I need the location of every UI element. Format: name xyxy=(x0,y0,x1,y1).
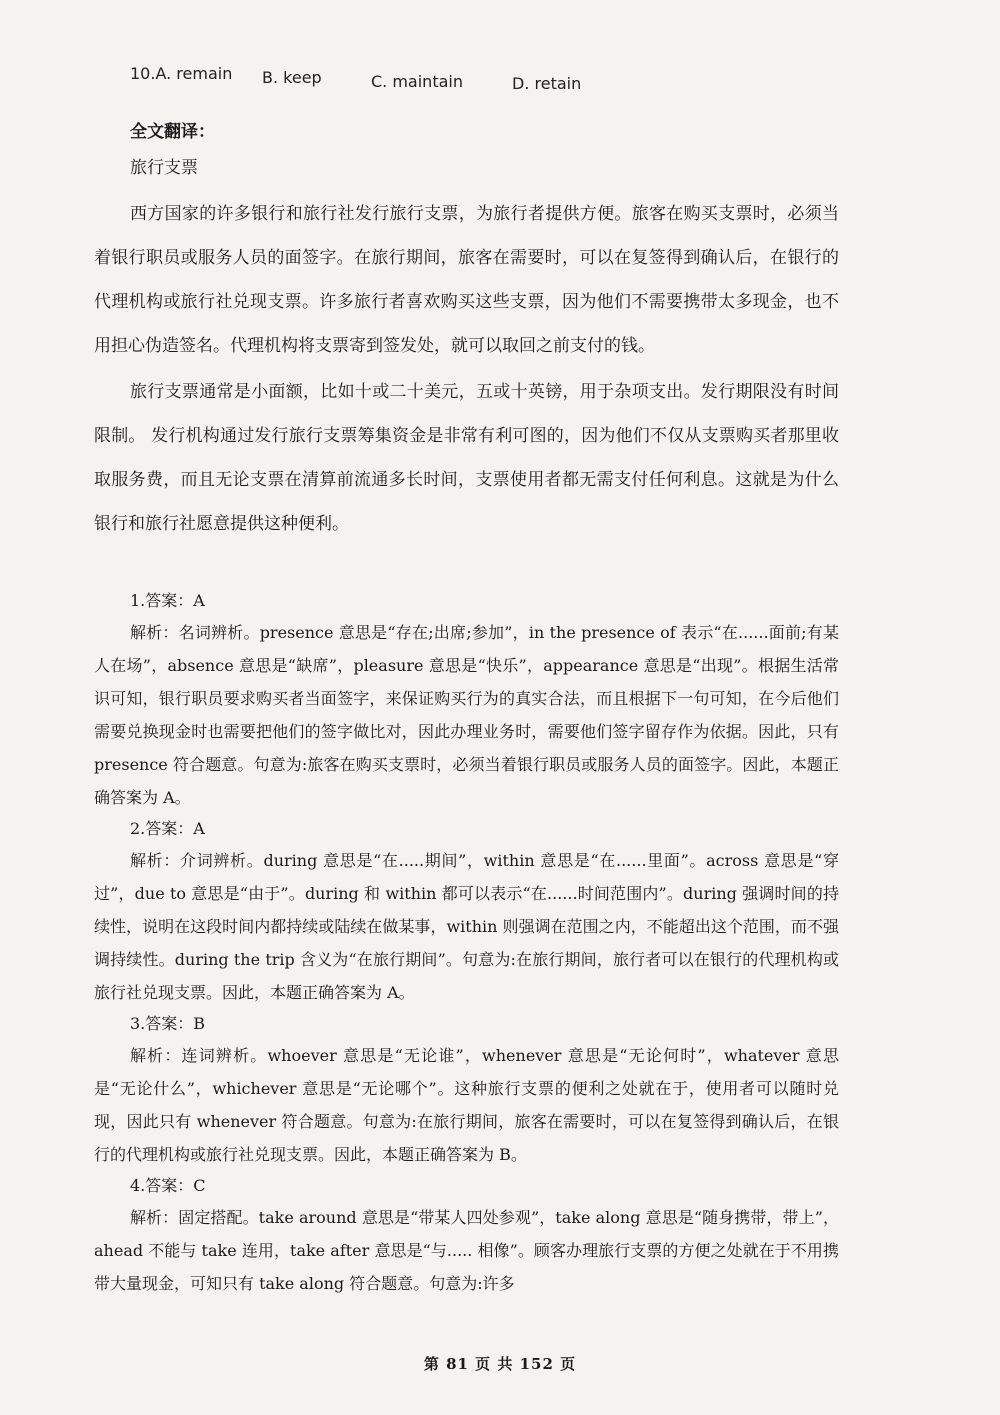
answer-label: 2.答案：A xyxy=(130,819,205,838)
option-a: 10.A. remain xyxy=(130,64,233,83)
translation-heading: 全文翻译： xyxy=(130,122,215,142)
translation-paragraph: 旅行支票通常是小面额，比如十或二十美元，五或十英镑，用于杂项支出。发行期限没有时间限制。 发行机构通过发行旅行支票筹集资金是非常有利可图的，因为他们不仅从支票购买者那里收取服务费，而且无论支票在清算前流通多长时间，支票使用者都无需支付任何利息。这就是为什么银行和旅行社愿意提供这种便利。 xyxy=(94,382,839,534)
translation-title: 旅行支票 xyxy=(130,158,198,178)
answer-label: 3.答案：B xyxy=(130,1014,206,1033)
answer-label: 4.答案：C xyxy=(130,1176,206,1195)
page-footer: 第 81 页 共 152 页 xyxy=(423,1355,577,1373)
answer-list xyxy=(94,586,839,1300)
content xyxy=(94,118,839,1300)
translation-paragraph: 西方国家的许多银行和旅行社发行旅行支票，为旅行者提供方便。旅客在购买支票时，必须当着银行职员或服务人员的面签字。在旅行期间，旅客在需要时，可以在复签得到确认后，在银行的代理机构或旅行社兑现支票。许多旅行者喜欢购买这些支票，因为他们不需要携带太多现金，也不用担心伪造签名。代理机构将支票寄到签发处，就可以取回之前支付的钱。 xyxy=(94,204,839,356)
answer-label: 1.答案：A xyxy=(130,591,205,610)
option-c: C. maintain xyxy=(371,72,463,91)
answer-explanation: 解析：介词辨析。during 意思是“在.....期间”，within 意思是“在......里面”。across 意思是“穿过”，due to 意思是“由于”。during 和 within 都可以表示“在......时间范围内”。during 强调时间的持续性，说明在这段时间内都持续或陆续在做某事，within 则强调在范围之内，不能超出这个范围，而不强调持续性。during the trip 含义为“在旅行期间”。句意为:在旅行期间，旅行者可以在银行的代理机构或旅行社兑现支票。因此，本题正确答案为 A。 xyxy=(94,851,839,1002)
answer-explanation: 解析：名词辨析。presence 意思是“存在;出席;参加”，in the presence of 表示“在......面前;有某人在场”，absence 意思是“缺席”，pleasure 意思是“快乐”，appearance 意思是“出现”。根据生活常识可知，银行职员要求购买者当面签字，来保证购买行为的真实合法，而且根据下一句可知，在今后他们需要兑换现金时也需要把他们的签字做比对，因此办理业务时，需要他们签字留存作为依据。因此，只有 presence 符合题意。句意为:旅客在购买支票时，必须当着银行职员或服务人员的面签字。因此，本题正确答案为 A。 xyxy=(94,623,839,807)
option-d: D. retain xyxy=(512,74,582,93)
answer-explanation: 解析：固定搭配。take around 意思是“带某人四处参观”，take along 意思是“随身携带，带上”，ahead 不能与 take 连用，take after 意思是“与..... 相像”。顾客办理旅行支票的方便之处就在于不用携带大量现金，可知只有 take along 符合题意。句意为:许多 xyxy=(94,1208,839,1293)
answer-explanation: 解析：连词辨析。whoever 意思是“无论谁”，whenever 意思是“无论何时”，whatever 意思是“无论什么”，whichever 意思是“无论哪个”。这种旅行支票的便利之处就在于，使用者可以随时兑现，因此只有 whenever 符合题意。句意为:在旅行期间，旅客在需要时，可以在复签得到确认后，在银行的代理机构或旅行社兑现支票。因此，本题正确答案为 B。 xyxy=(94,1046,839,1164)
option-b: B. keep xyxy=(262,68,322,87)
